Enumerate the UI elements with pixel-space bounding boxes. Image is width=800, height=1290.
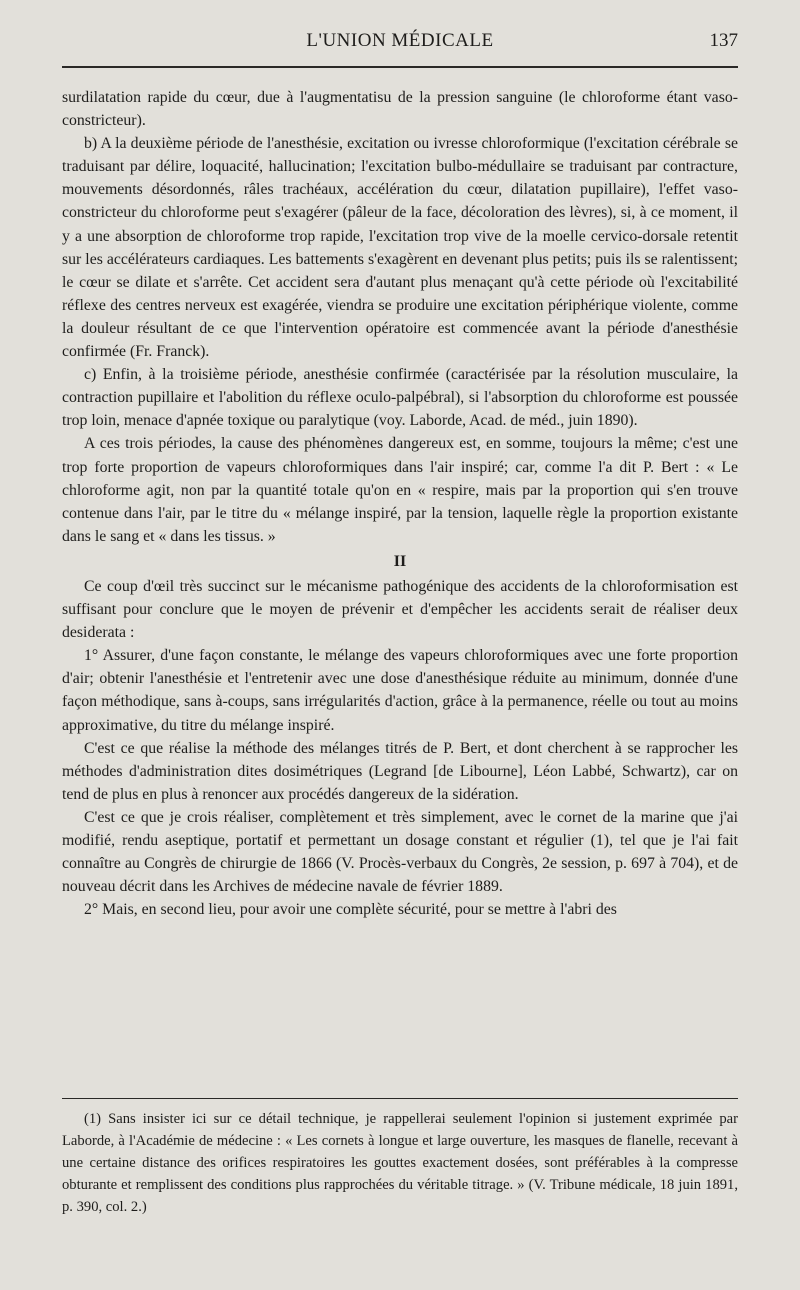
paragraph: Ce coup d'œil très succinct sur le mécanisme pathogénique des accidents de la chloroformisation est suffisant pour conclure que le moyen de prévenir et d'empêcher les accidents serait de réaliser deux desiderata : xyxy=(62,577,738,642)
footnote xyxy=(62,1108,738,1218)
page-number: 137 xyxy=(709,30,738,51)
journal-title: L'UNION MÉDICALE xyxy=(306,30,494,51)
running-header xyxy=(62,30,738,60)
body-text xyxy=(62,86,738,921)
paragraph: A ces trois périodes, la cause des phénomènes dangereux est, en somme, toujours la même; c'est une trop forte proportion de vapeurs chloroformiques dans l'air inspiré; car, comme l'a dit P. Bert : « Le chloroforme agit, non par la quantité totale qu'on en « respire, mais par la proportion qui s'en trouve contenue dans l'air, par le titre du « mélange inspiré, par la tension, laquelle règle la proportion existante dans le sang et « dans les tissus. » xyxy=(62,435,738,545)
paragraph: C'est ce que je crois réaliser, complètement et très simplement, avec le cornet de la marine que j'ai modifié, rendu aseptique, portatif et permettant un dosage constant et régulier (1), tel que je l'ai fait connaître au Congrès de chirurgie de 1866 (V. Procès-verbaux du Congrès, 2e session, p. 697 à 704), et de nouveau décrit dans les Archives de médecine navale de février 1889. xyxy=(62,808,738,896)
section-heading: II xyxy=(393,552,407,570)
paragraph: 2° Mais, en second lieu, pour avoir une complète sécurité, pour se mettre à l'abri des xyxy=(84,901,617,919)
footnote-rule xyxy=(62,1098,738,1099)
paragraph: 1° Assurer, d'une façon constante, le mélange des vapeurs chloroformiques avec une forte proportion d'air; obtenir l'anesthésie et l'entretenir avec une dose d'anesthésique réduite au minimum, donnée d'une façon méthodique, sans à-coups, sans irrégularités d'action, grâce à la permanence, réelle ou tout au moins approximative, du titre du mélange inspiré. xyxy=(62,647,738,734)
paragraph: b) A la deuxième période de l'anesthésie, excitation ou ivresse chloroformique (l'excitation cérébrale se traduisant par délire, loquacité, hallucination; l'excitation bulbo-médullaire se traduisant par contracture, mouvements désordonnés, râles trachéaux, accélération du cœur, dilatation pupillaire), l'effet vaso-constricteur du chloroforme peut s'exagérer (pâleur de la face, décoloration des lèvres), si, à ce moment, il y a une absorption de chloroforme trop rapide, l'excitation trop vive de la moelle cervico-dorsale retentit sur les accélérateurs cardiaques. Les battements s'exagèrent en devenant plus petits; puis ils se ralentissent; le cœur se dilate et s'arrête. Cet accident sera d'autant plus menaçant qu'à cette période où l'excitabilité réflexe des centres nerveux est exagérée, viendra se produire une excitation périphérique violente, comme la douleur résultant de ce que l'intervention opératoire est commencée avant la période d'anesthésie confirmée (Fr. Franck). xyxy=(62,135,738,361)
paragraph: c) Enfin, à la troisième période, anesthésie confirmée (caractérisée par la résolution musculaire, la contraction pupillaire et l'abolition du réflexe oculo-palpébral), si l'absorption du chloroforme est poussée trop loin, menace d'apnée toxique ou paralytique (voy. Laborde, Acad. de méd., juin 1890). xyxy=(62,366,738,430)
paragraph: C'est ce que réalise la méthode des mélanges titrés de P. Bert, et dont cherchent à se rapprocher les méthodes d'administration dites dosimétriques (Legrand [de Libourne], Léon Labbé, Schwartz), car on tend de plus en plus à renoncer aux procédés dangereux de la sidération. xyxy=(62,739,738,803)
footnote-text: (1) Sans insister ici sur ce détail technique, je rappellerai seulement l'opinion si justement exprimée par Laborde, à l'Académie de médecine : « Les cornets à longue et large ouverture, les masques de flanelle, recevant à une certaine distance des orifices respiratoires les gouttes exactement dosées, sont préférables à la compresse obturante et remplissent des conditions plus rapprochées du véritable titrage. » (V. Tribune médicale, 18 juin 1891, p. 390, col. 2.) xyxy=(62,1111,738,1215)
paragraph: surdilatation rapide du cœur, due à l'augmentatisu de la pression sanguine (le chloroforme étant vaso-constricteur). xyxy=(62,89,738,130)
header-rule xyxy=(62,66,738,68)
